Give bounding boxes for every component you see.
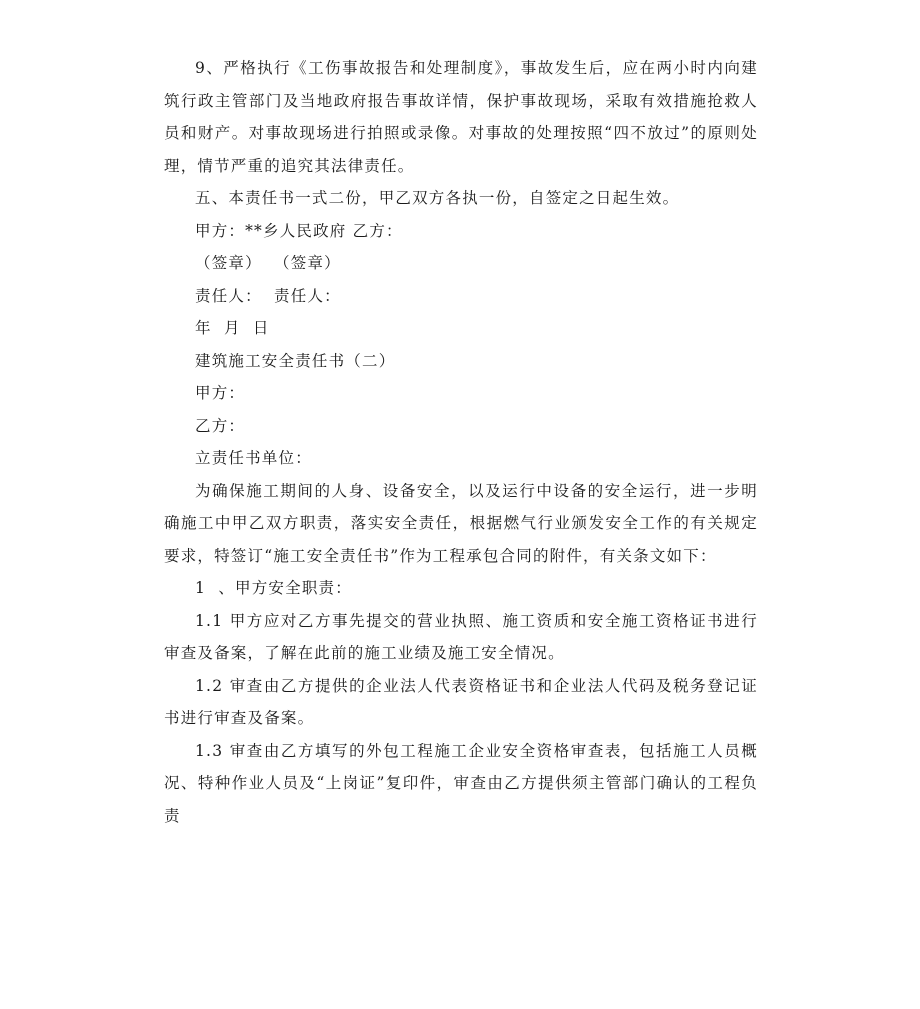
item-1-3: 1.3 审查由乙方填写的外包工程施工企业安全资格审查表，包括施工人员概况、特种作业人员及“上岗证”复印件，审查由乙方提供须主管部门确认的工程负责 (164, 741, 758, 825)
paragraph-copies-clause: 五、本责任书一式二份，甲乙双方各执一份，自签定之日起生效。 (195, 189, 680, 207)
item-party-a-duties: 1 、甲方安全职责： (195, 579, 352, 597)
party-a-label: 甲方： (195, 384, 246, 402)
party-b-label: 乙方： (195, 416, 246, 435)
paragraph-purpose: 为确保施工期间的人身、设备安全，以及运行中设备的安全运行，进一步明确施工中甲乙双方职责，落实安全责任，根据燃气行业颁发安全工作的有关规定要求，特签订“施工安全责任书”作为工程承包合同的附件，有关条文如下： (164, 481, 758, 565)
party-signature-line: 甲方：**乡人民政府 乙方： (195, 221, 403, 240)
paragraph-accident-reporting: 9、严格执行《工伤事故报告和处理制度》，事故发生后，应在两小时内向建筑行政主管部门及当地政府报告事故详情，保护事故现场，采取有效措施抢救人员和财产。对事故现场进行拍照或录像。对事故的处理按照“四不放过”的原则处理，情节严重的追究其法律责任。 (164, 59, 758, 175)
date-line: 年 月 日 (195, 319, 270, 337)
item-1-1: 1.1 甲方应对乙方事先提交的营业执照、施工资质和安全施工资格证书进行审查及备案，了解在此前的施工业绩及施工安全情况。 (164, 611, 758, 662)
responsible-person-line: 责任人： 责任人： (195, 286, 341, 305)
document-body (164, 52, 758, 832)
section-title: 建筑施工安全责任书（二） (195, 351, 396, 370)
item-1-2: 1.2 审查由乙方提供的企业法人代表资格证书和企业法人代码及税务登记证书进行审查及备案。 (164, 676, 758, 727)
issuer-label: 立责任书单位： (195, 449, 312, 467)
seal-line: （签章） （签章） (195, 254, 341, 272)
